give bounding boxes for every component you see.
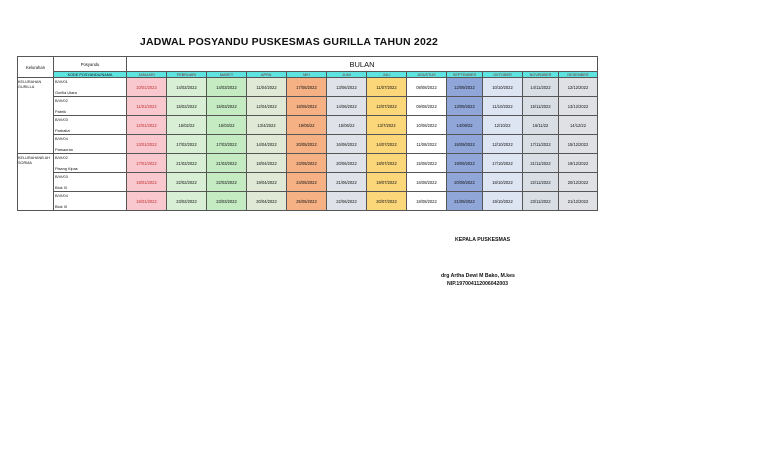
kelurahan-cell: KELURAHAN GURILLA bbox=[18, 78, 54, 154]
date-cell: 17/02/2022 bbox=[167, 135, 207, 154]
signature-role: KEPALA PUSKESMAS bbox=[455, 237, 511, 243]
date-cell: 23/03/2022 bbox=[207, 192, 247, 211]
posyandu-code: B/VI/03 bbox=[55, 117, 68, 122]
date-cell: 19/12/2022 bbox=[559, 154, 598, 173]
date-cell: 16/03/22 bbox=[207, 116, 247, 135]
date-cell: 22/02/2022 bbox=[167, 173, 207, 192]
date-cell: 15/02/2022 bbox=[167, 97, 207, 116]
month-header: SEPTEMBER bbox=[447, 72, 483, 78]
date-cell: 19/01/2022 bbox=[127, 192, 167, 211]
date-cell: 12/12/2022 bbox=[559, 78, 598, 97]
date-cell: 12/10/22 bbox=[483, 116, 523, 135]
table-row bbox=[18, 116, 598, 135]
month-header: JUNI bbox=[327, 72, 367, 78]
date-cell: 14/03/2022 bbox=[207, 78, 247, 97]
date-cell: 16/02/22 bbox=[167, 116, 207, 135]
date-cell: 15/09/2022 bbox=[447, 135, 483, 154]
date-cell: 10/10/2022 bbox=[483, 78, 523, 97]
posyandu-name: Pisang Kipas bbox=[55, 166, 78, 171]
date-cell: 14/06/2022 bbox=[327, 97, 367, 116]
date-cell: 18/10/2022 bbox=[483, 173, 523, 192]
date-cell: 14/07/2022 bbox=[367, 135, 407, 154]
date-cell: 15/08/2022 bbox=[407, 154, 447, 173]
month-header: NOVEMBER bbox=[523, 72, 559, 78]
date-cell: 22/11/2022 bbox=[523, 173, 559, 192]
date-cell: 15/03/2022 bbox=[207, 97, 247, 116]
posyandu-code: B/VI/04 bbox=[55, 136, 68, 141]
date-cell: 18/05/2022 bbox=[287, 97, 327, 116]
posyandu-code: B/VI/04 bbox=[55, 193, 68, 198]
signature-name: drg Artha Dewi M Bako, M.kes bbox=[441, 273, 515, 279]
posyandu-code: B/VI/02 bbox=[55, 98, 68, 103]
date-cell: 19/04/2022 bbox=[247, 173, 287, 192]
date-cell: 12/01/2022 bbox=[127, 116, 167, 135]
date-cell: 21/03/2022 bbox=[207, 154, 247, 173]
date-cell: 13/01/2022 bbox=[127, 135, 167, 154]
date-cell: 09/08/2022 bbox=[407, 97, 447, 116]
date-cell: 18/04/2022 bbox=[247, 154, 287, 173]
table-row bbox=[18, 78, 598, 97]
posyandu-name: Parbalizi bbox=[55, 128, 70, 133]
date-cell: 10/08/2022 bbox=[407, 116, 447, 135]
date-cell: 13/7/2022 bbox=[367, 116, 407, 135]
header-bulan: BULAN bbox=[127, 57, 598, 72]
date-cell: 13/12/2022 bbox=[559, 97, 598, 116]
date-cell: 20/12/2022 bbox=[559, 173, 598, 192]
date-cell: 16/08/2022 bbox=[407, 173, 447, 192]
posyandu-code: B/VI/02 bbox=[55, 155, 68, 160]
date-cell: 17/10/2022 bbox=[483, 154, 523, 173]
posyandu-cell bbox=[54, 97, 127, 116]
date-cell: 15/12/2022 bbox=[559, 135, 598, 154]
date-cell: 13/4/2022 bbox=[247, 116, 287, 135]
table-row bbox=[18, 135, 598, 154]
date-cell: 20/09/2022 bbox=[447, 173, 483, 192]
date-cell: 23/05/2022 bbox=[287, 154, 327, 173]
date-cell: 20/05/2022 bbox=[287, 135, 327, 154]
date-cell: 15/06/22 bbox=[327, 116, 367, 135]
date-cell: 21/06/2022 bbox=[327, 173, 367, 192]
date-cell: 14/09/22 bbox=[447, 116, 483, 135]
month-header: JANUARI bbox=[127, 72, 167, 78]
date-cell: 13/09/2022 bbox=[447, 97, 483, 116]
date-cell: 21/11/2022 bbox=[523, 154, 559, 173]
date-cell: 11/10/2022 bbox=[483, 97, 523, 116]
date-cell: 23/11/2022 bbox=[523, 192, 559, 211]
date-cell: 16/11/22 bbox=[523, 116, 559, 135]
date-cell: 21/12/2022 bbox=[559, 192, 598, 211]
date-cell: 14/04/2022 bbox=[247, 135, 287, 154]
month-header: OKTOBER bbox=[483, 72, 523, 78]
date-cell: 18/08/2022 bbox=[407, 192, 447, 211]
date-cell: 16/06/2022 bbox=[327, 135, 367, 154]
date-cell: 25/05/2022 bbox=[287, 192, 327, 211]
date-cell: 20/06/2022 bbox=[327, 154, 367, 173]
date-cell: 11/08/2022 bbox=[407, 135, 447, 154]
date-cell: 18/01/2022 bbox=[127, 173, 167, 192]
signature-nip: NIP.197004112006042003 bbox=[447, 281, 509, 287]
date-cell: 11/04/2022 bbox=[247, 78, 287, 97]
date-cell: 12/04/2022 bbox=[247, 97, 287, 116]
date-cell: 22/03/2022 bbox=[207, 173, 247, 192]
date-cell: 12/09/2022 bbox=[447, 78, 483, 97]
posyandu-code: B/VI/01 bbox=[55, 79, 68, 84]
date-cell: 14/02/2022 bbox=[167, 78, 207, 97]
header-kelurahan: Kelurahan bbox=[18, 57, 54, 78]
date-cell: 23/02/2022 bbox=[167, 192, 207, 211]
posyandu-cell bbox=[54, 173, 127, 192]
date-cell: 19/07/2022 bbox=[367, 173, 407, 192]
posyandu-name: Gurilla Utara bbox=[55, 90, 77, 95]
posyandu-code: B/VI/03 bbox=[55, 174, 68, 179]
date-cell: 13/06/2022 bbox=[327, 78, 367, 97]
table-row bbox=[18, 173, 598, 192]
date-cell: 21/02/2022 bbox=[167, 154, 207, 173]
date-cell: 19/10/2022 bbox=[483, 192, 523, 211]
month-header: AGUSTUS bbox=[407, 72, 447, 78]
posyandu-cell bbox=[54, 154, 127, 173]
date-cell: 11/01/2022 bbox=[127, 97, 167, 116]
posyandu-cell bbox=[54, 192, 127, 211]
date-cell: 20/04/2022 bbox=[247, 192, 287, 211]
posyandu-cell bbox=[54, 116, 127, 135]
date-cell: 10/01/2022 bbox=[127, 78, 167, 97]
posyandu-cell bbox=[54, 78, 127, 97]
month-header: DESEMBER bbox=[559, 72, 598, 78]
date-cell: 19/09/2022 bbox=[447, 154, 483, 173]
posyandu-cell bbox=[54, 135, 127, 154]
date-cell: 11/07/2022 bbox=[367, 78, 407, 97]
kelurahan-cell: KELURAHANB AH SORMA bbox=[18, 154, 54, 211]
posyandu-name: Pabrik bbox=[55, 109, 67, 114]
date-cell: 14/12/22 bbox=[559, 116, 598, 135]
posyandu-name: Parsaoran bbox=[55, 147, 73, 152]
table-row bbox=[18, 97, 598, 116]
month-header: MEI bbox=[287, 72, 327, 78]
date-cell: 17/05/2022 bbox=[287, 78, 327, 97]
date-cell: 24/05/2022 bbox=[287, 173, 327, 192]
table-row bbox=[18, 154, 598, 173]
schedule-table bbox=[17, 56, 598, 211]
posyandu-name: Blok IX bbox=[55, 185, 68, 190]
header-posyandu: Posyandu bbox=[54, 57, 127, 72]
date-cell: 21/09/2022 bbox=[447, 192, 483, 211]
date-cell: 20/07/2022 bbox=[367, 192, 407, 211]
table-row bbox=[18, 192, 598, 211]
month-header: FEBRUARI bbox=[167, 72, 207, 78]
date-cell: 22/06/2022 bbox=[327, 192, 367, 211]
date-cell: 17/11/2022 bbox=[523, 135, 559, 154]
month-header: MARET bbox=[207, 72, 247, 78]
header-kode: KODE POSYANDU/NAMA bbox=[54, 72, 127, 78]
month-header: APRIL bbox=[247, 72, 287, 78]
date-cell: 19/05/22 bbox=[287, 116, 327, 135]
date-cell: 18/07/2022 bbox=[367, 154, 407, 173]
date-cell: 08/08/2022 bbox=[407, 78, 447, 97]
date-cell: 14/11/2022 bbox=[523, 78, 559, 97]
month-header: JULI bbox=[367, 72, 407, 78]
date-cell: 17/03/2022 bbox=[207, 135, 247, 154]
posyandu-name: Blok III bbox=[55, 204, 67, 209]
date-cell: 15/11/2022 bbox=[523, 97, 559, 116]
page-title: JADWAL POSYANDU PUSKESMAS GURILLA TAHUN 2022 bbox=[139, 36, 439, 48]
date-cell: 17/01/2022 bbox=[127, 154, 167, 173]
date-cell: 12/10/2022 bbox=[483, 135, 523, 154]
date-cell: 12/07/2022 bbox=[367, 97, 407, 116]
